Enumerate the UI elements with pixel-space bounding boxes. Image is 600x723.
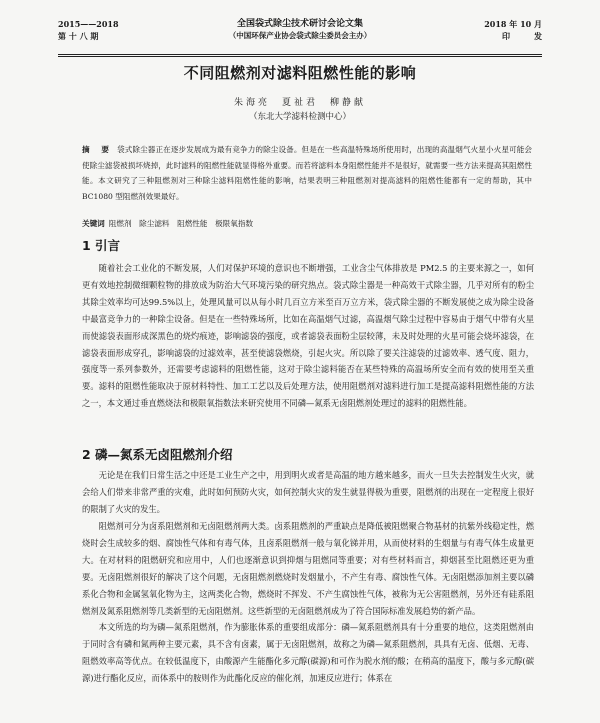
paper-affiliation: （东北大学滤料检测中心） bbox=[248, 112, 351, 122]
section2-paragraph-3: 本文所选的均为磷—氮系阻燃剂，作为膨胀体系的重要组成部分：磷—氮系阻燃剂具有十分重要的地位，这类阻燃剂由于同时含有磷和氮两种主要元素，具不含有卤素，属于无卤阻燃剂，故称之为磷—氮系阻燃剂，具具有无卤、低烟、无毒、阻燃效率高等优点。在较低温度下，由酸源产生能酯化多元醇(碳源)和可作为脱水剂的酸；在稍高的温度下，酸与多元醇(碳源)进行酯化反应，而体系中的胺则作为此酯化反应的催化剂，加速反应进行；体系在 bbox=[82, 622, 534, 683]
proceedings-title: 全国袋式除尘技术研讨会论文集 bbox=[236, 19, 363, 29]
section2-paragraph-2: 阻燃剂可分为卤系阻燃剂和无卤阻燃剂两大类。卤系阻燃剂的严重缺点是降低被阻燃聚合物基材的抗紫外线稳定性，燃烧时会生成较多的烟、腐蚀性气体和有毒气体，且卤系阻燃剂一般与氧化锑并用，从而使材料的生烟量与有毒气体生成量更大。在对材料的阻燃研究和应用中，人们也逐渐意识到抑烟与阻燃同等重要；对有些材料而言，抑烟甚至比阻燃还更为重要。无卤阻燃剂很好的解决了这个问题，无卤阻燃剂燃烧时发烟量小，不产生有毒、腐蚀性气体。无卤阻燃添加剂主要以磷系化合物和金属氢氧化物为主，这两类化合物，燃烧时不挥发、不产生腐蚀性气体，被称为无公害阻燃剂，另外还有硅系阻燃剂及氮系阻燃剂等几类新型的无卤阻燃剂。这些新型的无卤阻燃剂成为了符合国际标准发展趋势的新产品。 bbox=[82, 521, 534, 616]
header-right bbox=[484, 18, 542, 42]
paper-title: 不同阻燃剂对滤料阻燃性能的影响 bbox=[183, 64, 417, 82]
abstract bbox=[82, 142, 532, 204]
keywords-text: 阻燃剂 除尘滤料 阻燃性能 极限氧指数 bbox=[108, 219, 254, 228]
abstract-text: 袋式除尘器正在逐步发展成为最有竞争力的除尘设备。但是在一些高温特殊场所使用时，出现的高温烟气火星小火星可能会使除尘滤袋被损坏烧掉，此时滤料的阻燃性能就显得格外重要。而若将滤料本身阻燃性能并不是很好，就需要一些方法来提高其阻燃性能。本文研究了三种阻燃剂对三种除尘滤料阻燃性能的影响，结果表明三种阻燃剂对提高滤料的阻燃性能都有一定的帮助，其中 BC1080 型阻燃剂效果最好。 bbox=[82, 145, 532, 201]
section-heading-introduction: 1 引言 bbox=[82, 238, 121, 253]
abstract-label: 摘 要 bbox=[82, 145, 112, 154]
header-years: 2015——2018 bbox=[58, 19, 119, 29]
header-center bbox=[58, 18, 542, 42]
paper-authors: 朱海亮 夏祉君 柳静献 bbox=[233, 98, 366, 108]
section-heading-flame-retardant: 2 磷—氮系无卤阻燃剂介绍 bbox=[82, 447, 233, 462]
header-rule-top bbox=[58, 54, 542, 55]
keywords-label: 关键词 bbox=[82, 219, 105, 228]
header-rule-bottom bbox=[58, 56, 542, 57]
proceedings-organizer: （中国环保产业协会袋式除尘委员会主办） bbox=[228, 31, 372, 40]
header-date: 2018 年 10 月 bbox=[484, 19, 542, 29]
header-printed: 印 发 bbox=[502, 31, 542, 41]
section2-paragraph-1: 无论是在我们日常生活之中还是工业生产之中，用到明火或者是高温的地方越来越多，而火一旦失去控制发生火灾，就会给人们带来非常严重的灾难，此时如何预防火灾，如何控制火灾的发生就显得极为重要，阻燃剂的出现在一定程度上很好的限制了火灾的发生。 bbox=[82, 470, 534, 514]
intro-paragraph: 随着社会工业化的不断发展，人们对保护环境的意识也不断增强，工业含尘气体排放是 PM2.5 的主要来源之一，如何更有效地控制微细颗粒物的排放成为防治大气环境污染的研究热点。袋式除尘器是一种高效干式除尘器，几乎对所有的粉尘其除尘效率均可达99.5%以上，处理风量可以从每小时几百立方米至百万立方米，袋式除尘器的不断发展使之成为除尘设备中最富竞争力的一种除尘设备。但是在一些特殊场所，比如在高温烟气过滤，高温烟气除尘过程中容易由于烟气中带有火星而使滤袋表面形成深黑色的烧灼痕迹，影响滤袋的强度，或者滤袋表面粉尘层较薄，未及时处理的火星可能会烧坏滤袋，在滤袋表面形成穿孔，影响滤袋的过滤效率，甚至使滤袋燃烧，引起火灾。所以除了要关注滤袋的过滤效率、透气度、阻力，强度等一系列参数外，还需要考虑滤料的阻燃性能，这对于除尘滤料能否在某些特殊的高温场所安全而有效的使用至关重要。滤料的阻燃性能取决于原材料特性、加工工艺以及后处理方法，使用阻燃剂对滤料进行加工是提高滤料阻燃性能的方法之一，本文通过垂直燃烧法和极限氧指数法来研究使用不同磷—氮系无卤阻燃剂处理过的滤料的阻燃性能。 bbox=[82, 263, 534, 409]
header-issue: 第 十 八 期 bbox=[58, 31, 99, 41]
keywords bbox=[82, 218, 532, 230]
running-header bbox=[58, 18, 542, 54]
